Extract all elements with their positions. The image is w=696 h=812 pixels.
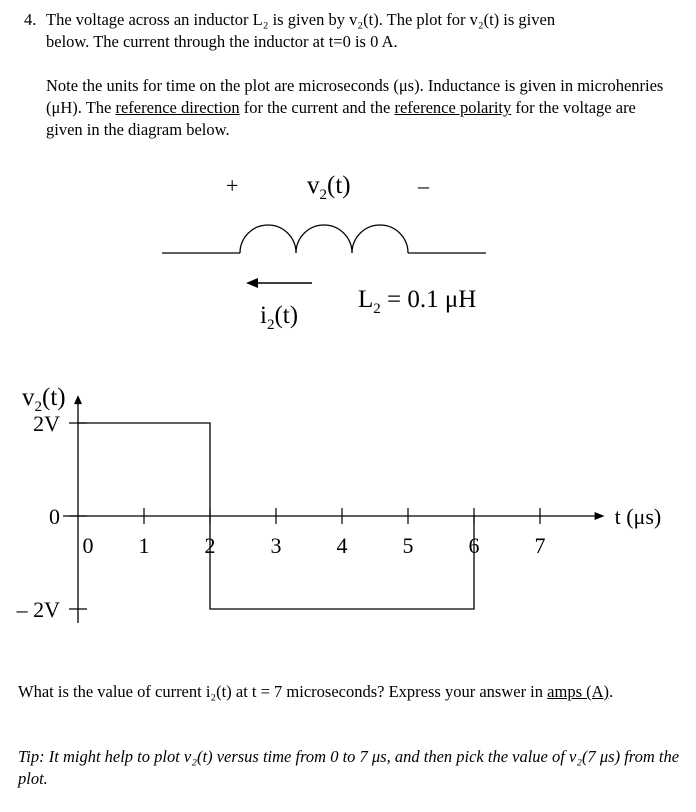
current-label: $i_2(t)$ bbox=[260, 302, 299, 333]
x-tick-label: 1 bbox=[138, 533, 150, 558]
question-text: What is the value of current i₂(t) at t = 7 microseconds? Express your answer in bbox=[18, 682, 548, 701]
y-axis-label: $v_2(t)$ bbox=[22, 384, 66, 416]
x-tick-label: 0 bbox=[82, 533, 94, 558]
inductance-label: $L_2 = 0.1$ μH bbox=[358, 286, 477, 317]
x-tick-label: 6 bbox=[468, 533, 480, 558]
x-tick-label: 3 bbox=[270, 533, 282, 558]
note-text-3: for the voltage are given in the diagram below. bbox=[46, 98, 636, 139]
tip-paragraph bbox=[18, 746, 688, 790]
y-tick-label: – 2V bbox=[16, 597, 60, 622]
x-axis-label: t (μs) bbox=[614, 504, 662, 529]
tip-text: It might help to plot v₂(t) versus time from 0 to 7 μs, and then pick the value of v₂(7 μs) from the plot. bbox=[18, 747, 680, 788]
x-tick-label: 5 bbox=[402, 533, 414, 558]
reference-polarity-term: reference polarity bbox=[394, 98, 512, 117]
reference-direction-term: reference direction bbox=[115, 98, 240, 117]
plus-sign: + bbox=[226, 173, 239, 198]
y-axis-arrowhead bbox=[74, 395, 82, 404]
tip-label: Tip: bbox=[18, 747, 45, 766]
question-paragraph bbox=[18, 681, 688, 703]
problem-number: 4. bbox=[24, 10, 37, 29]
problem-line-1: The voltage across an inductor L₂ is given by v₂(t). The plot for v₂(t) is given bbox=[46, 10, 556, 29]
y-tick-label: 0 bbox=[49, 504, 60, 529]
problem-line-2: below. The current through the inductor at t=0 is 0 A. bbox=[46, 32, 398, 51]
x-tick-label: 2 bbox=[204, 533, 216, 558]
minus-sign: – bbox=[418, 173, 429, 198]
voltage-label: $v_2(t)$ bbox=[307, 172, 351, 203]
y-tick-label: 2V bbox=[33, 411, 60, 436]
x-tick-label: 7 bbox=[534, 533, 546, 558]
question-end: . bbox=[609, 682, 614, 701]
note-text-1: Note the units for time on the plot are microseconds (μs). Inductance is given in microhenries (μH). The bbox=[46, 76, 664, 117]
x-tick-label: 4 bbox=[336, 533, 348, 558]
units-term: amps (A) bbox=[547, 682, 610, 701]
x-axis-arrowhead bbox=[595, 512, 605, 520]
note-text-2: for the current and the bbox=[239, 98, 395, 117]
